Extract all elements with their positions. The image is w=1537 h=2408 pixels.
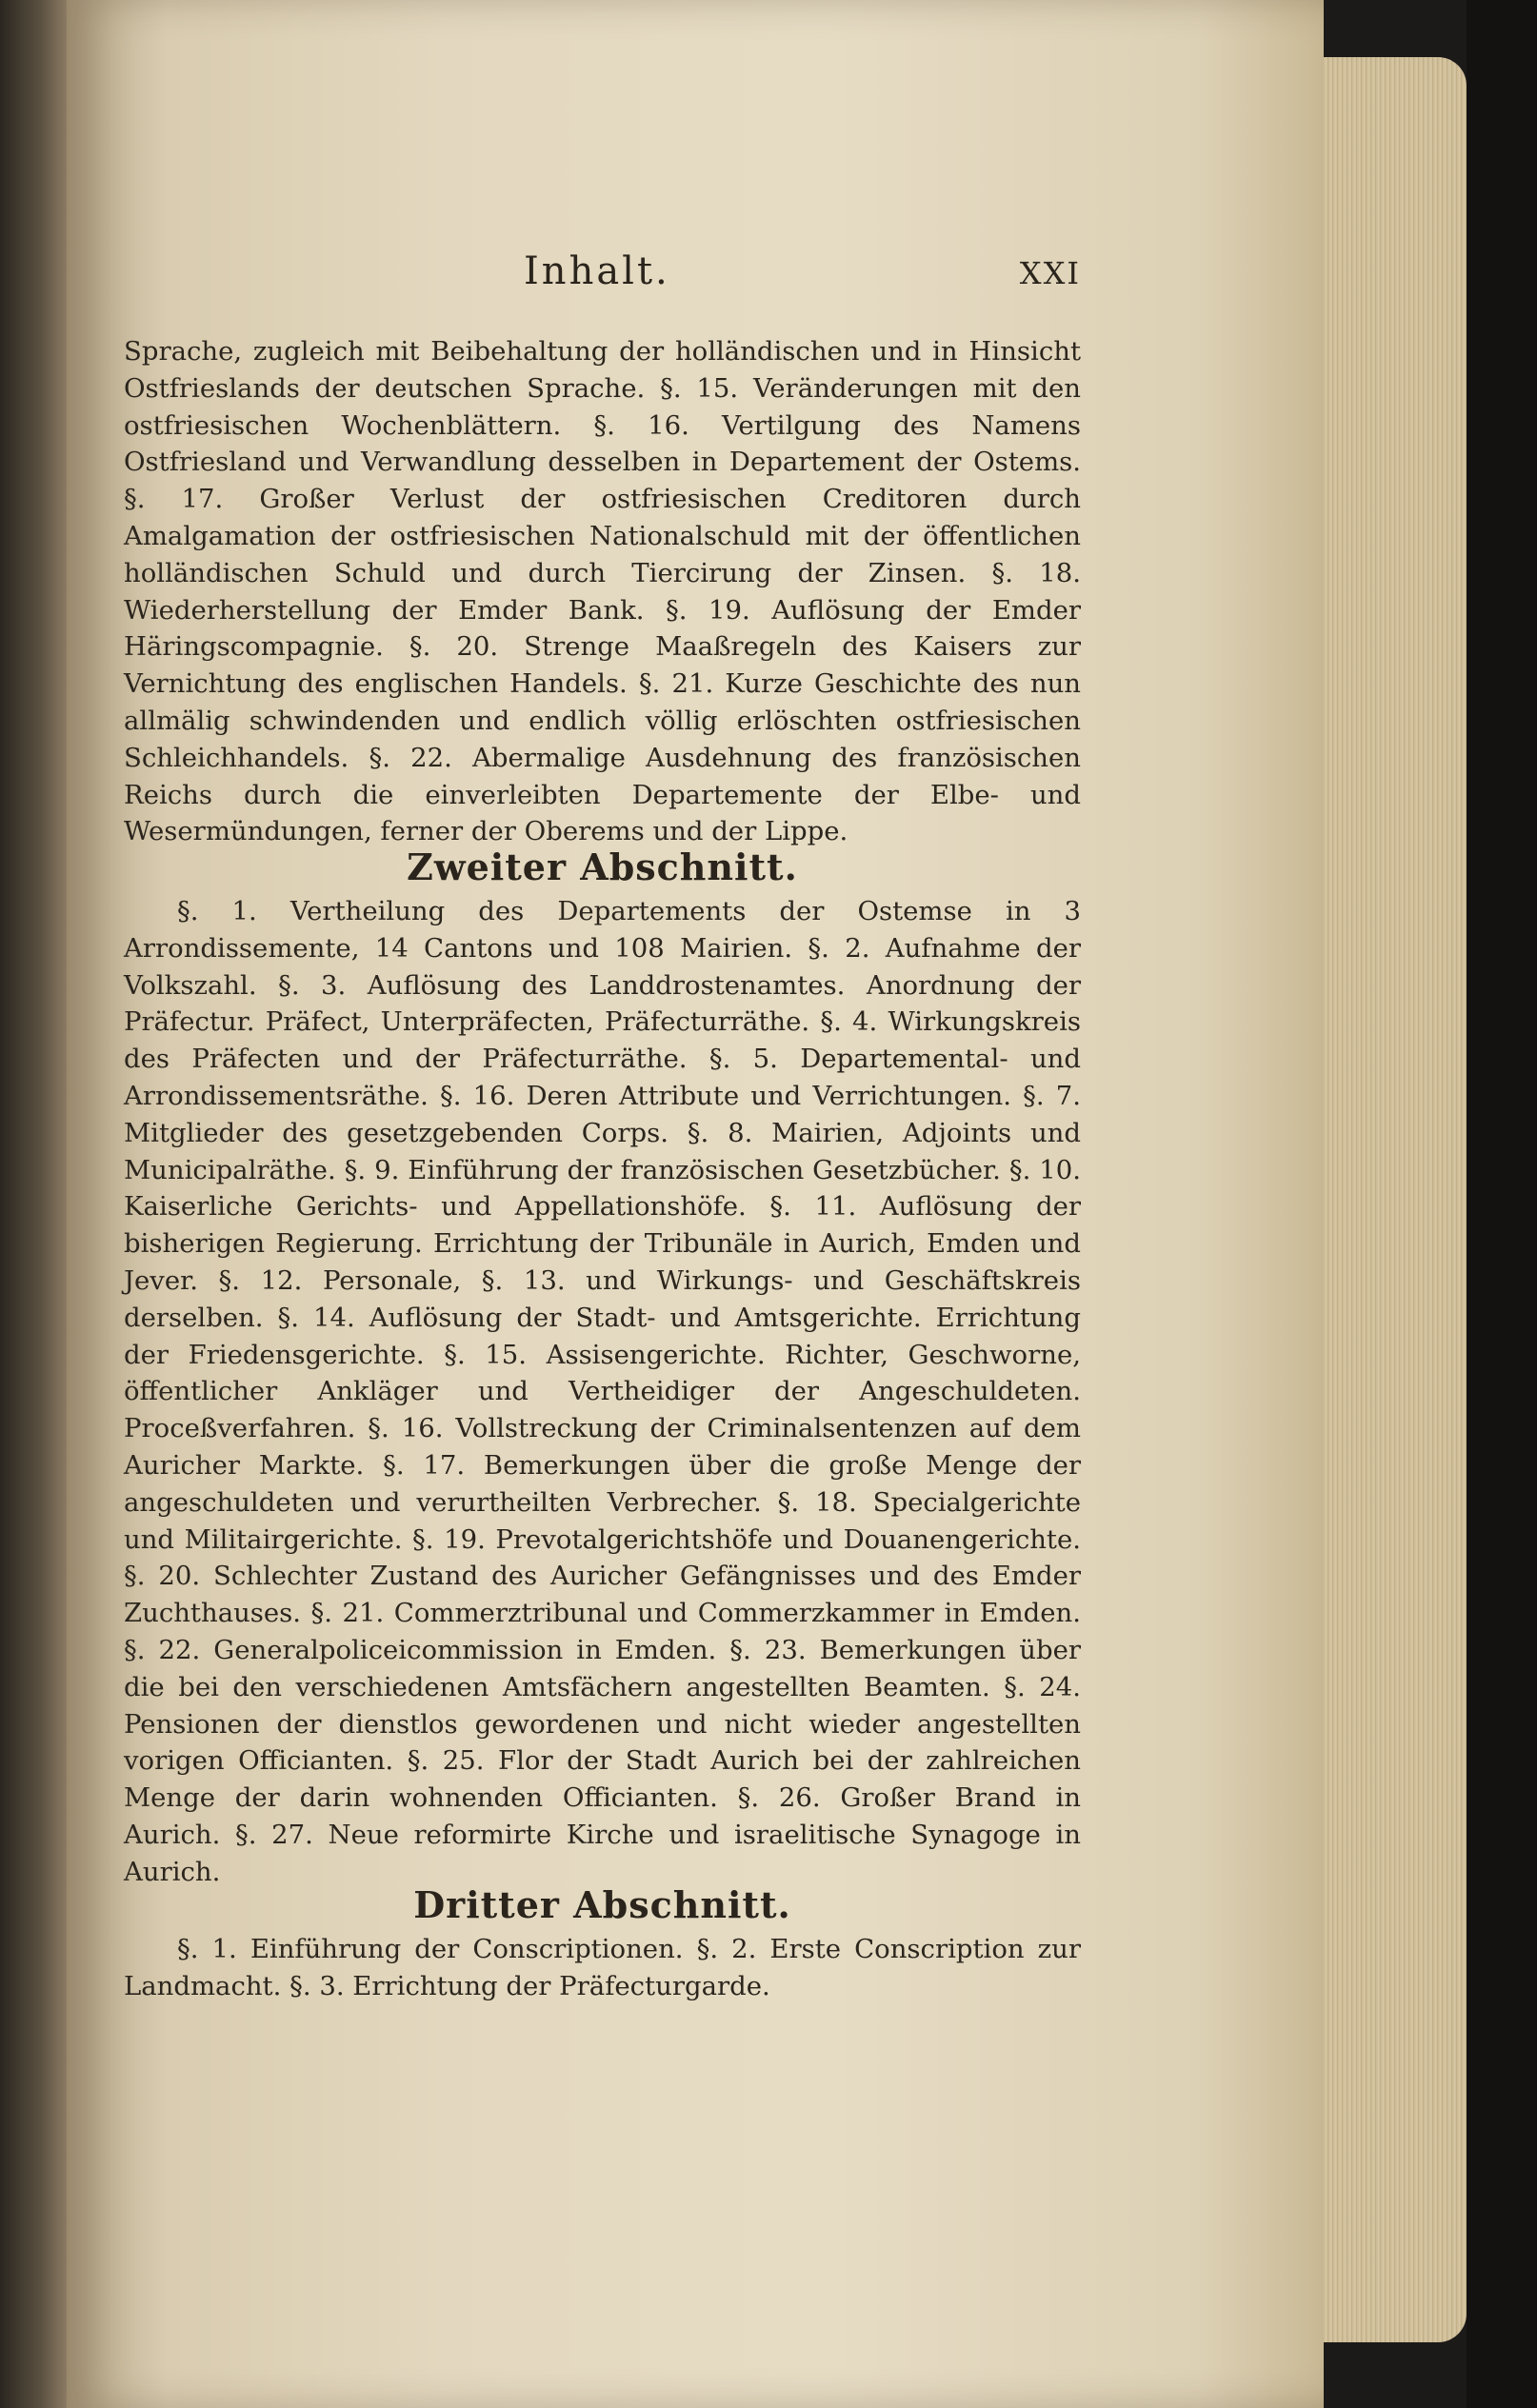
continuation-paragraph: Sprache, zugleich mit Beibehaltung der holländischen und in Hinsicht Ostfrieslands der deutschen Sprache. §. 15. Veränderungen mit den ostfriesischen Wochenblättern. §. 16. Vertilgung des Namens Ostfriesland und Verwandlung desselben in Departement der Ostems. §. 17. Großer Verlust der ostfriesischen Creditoren durch Amalgamation der ostfriesischen Nationalschuld mit der öffentlichen holländischen Schuld und durch Tiercirung der Zinsen. §. 18. Wiederherstellung der Emder Bank. §. 19. Auflösung der Emder Häringscompagnie. §. 20. Strenge Maaßregeln des Kaisers zur Vernichtung des englischen Handels. §. 21. Kurze Geschichte des nun allmälig schwindenden und endlich völlig erlöschten ostfriesischen Schleichhandels. §. 22. Abermalige Ausdehnung des französischen Reichs durch die einverleibten Departemente der Elbe- und Wesermündungen, ferner der Oberems und der Lippe.: [124, 336, 1081, 847]
section2-body: §. 1. Vertheilung des Departements der Ostemse in 3 Arrondissemente, 14 Cantons und 108 Mairien. §. 2. Aufnahme der Volkszahl. §. 3. Auflösung des Landdrostenamtes. Anordnung der Präfectur. Präfect, Unterpräfecten, Präfecturräthe. §. 4. Wirkungskreis des Präfecten und der Präfecturräthe. §. 5. Departemental- und Arrondissementsräthe. §. 16. Deren Attribute und Verrichtungen. §. 7. Mitglieder des gesetzgebenden Corps. §. 8. Mairien, Adjoints und Municipalräthe. §. 9. Einführung der französischen Gesetzbücher. §. 10. Kaiserliche Gerichts- und Appellationshöfe. §. 11. Auflösung der bisherigen Regierung. Errichtung der Tribunäle in Aurich, Emden und Jever. §. 12. Personale, §. 13. und Wirkungs- und Geschäftskreis derselben. §. 14. Auflösung der Stadt- und Amtsgerichte. Errichtung der Friedensgerichte. §. 15. Assisengerichte. Richter, Geschworne, öffentlicher Ankläger und Vertheidiger der Angeschuldeten. Proceßverfahren. §. 16. Vollstreckung der Criminalsentenzen auf dem Auricher Markte. §. 17. Bemerkungen über die große Menge der angeschuldeten und verurtheilten Verbrecher. §. 18. Specialgerichte und Militairgerichte. §. 19. Prevotalgerichtshöfe und Douanengerichte. §. 20. Schlechter Zustand des Auricher Gefängnisses und des Emder Zuchthauses. §. 21. Commerztribunal und Commerzkammer in Emden. §. 22. Generalpoliceicommission in Emden. §. 23. Bemerkungen über die bei den verschiedenen Amtsfächern angestellten Beamten. §. 24. Pensionen der dienstlos gewordenen und nicht wieder angestellten vorigen Officianten. §. 25. Flor der Stadt Aurich bei der zahlreichen Menge der darin wohnenden Officianten. §. 26. Großer Brand in Aurich. §. 27. Neue reformirte Kirche und israelitische Synagoge in Aurich.: [124, 896, 1081, 1887]
page-edges: [1324, 57, 1467, 2342]
page-header: [124, 249, 1081, 307]
running-head: Inhalt.: [524, 249, 670, 293]
section3-body: §. 1. Einführung der Conscriptionen. §. 2. Erste Conscription zur Landmacht. §. 3. Errichtung der Präfecturgarde.: [124, 1934, 1081, 2001]
background-margin: [1467, 0, 1537, 2408]
section-heading-zweiter: Zweiter Abschnitt.: [407, 846, 798, 888]
page-number: XXI: [1019, 255, 1081, 291]
section-heading-dritter: Dritter Abschnitt.: [413, 1883, 791, 1926]
book-spine-shadow: [0, 0, 67, 2408]
